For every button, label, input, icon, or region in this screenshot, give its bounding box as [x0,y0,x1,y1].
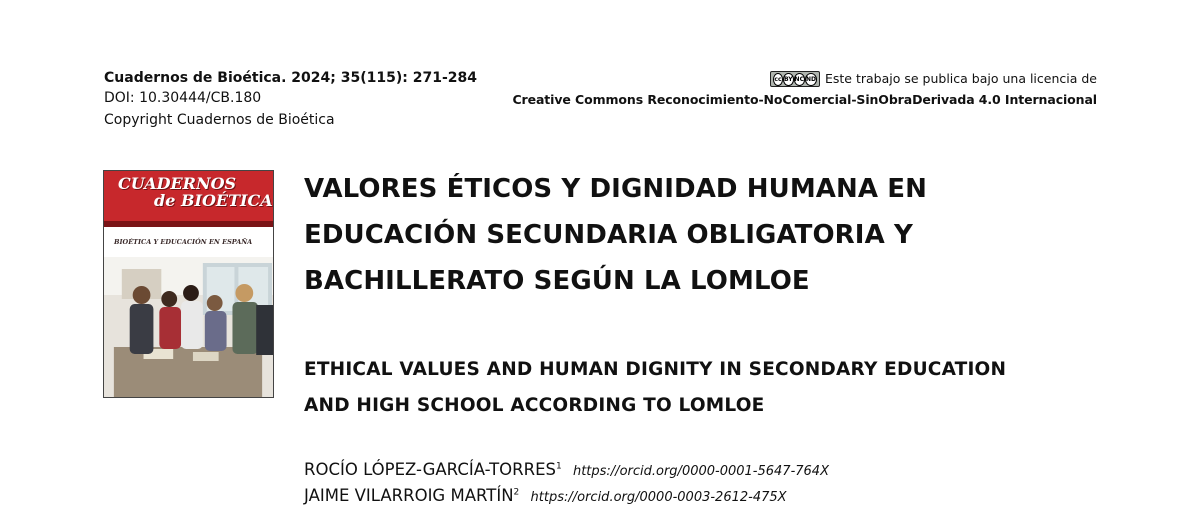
cover-logo-line1: CUADERNOS [118,174,237,193]
author-2-affiliation: 2 [513,487,520,498]
cc-icon: cc [773,73,783,86]
author-1 [304,459,829,483]
title-english: ETHICAL VALUES AND HUMAN DIGNITY IN SECONDARY EDUCATION AND HIGH SCHOOL ACCORDING TO LOMLOE [304,359,1007,416]
cover-strip [104,221,273,227]
author-2-name: JAIME VILARROIG MARTÍN [304,486,514,505]
cover-logo [118,175,273,209]
author-2 [304,485,787,509]
cover-photo [104,257,273,398]
journal-cover [103,170,274,398]
doi: DOI: 10.30444/CB.180 [104,90,262,106]
title-spanish: VALORES ÉTICOS Y DIGNIDAD HUMANA EN EDUCACIÓN SECUNDARIA OBLIGATORIA Y BACHILLERATO SEGÚN LA LOMLOE [304,174,927,296]
cover-logo-line2: de BIOÉTICA [154,191,273,210]
by-icon: BY [783,73,794,86]
nc-icon: NC [794,73,805,86]
license-notice [770,70,1097,88]
author-2-orcid-link[interactable]: https://orcid.org/0000-0003-2612-475X [530,490,787,505]
license-name: Creative Commons Reconocimiento-NoComercial-SinObraDerivada 4.0 Internacional [512,92,1097,107]
cover-theme: BIOÉTICA Y EDUCACIÓN EN ESPAÑA [114,238,253,246]
license-text: Este trabajo se publica bajo una licencia de [825,71,1097,86]
creative-commons-by-nc-nd-icon[interactable] [770,71,820,87]
nd-icon: ND [805,73,817,86]
author-1-name: ROCÍO LÓPEZ-GARCÍA-TORRES [304,460,556,479]
copyright: Copyright Cuadernos de Bioética [104,112,335,128]
journal-citation: Cuadernos de Bioética. 2024; 35(115): 271-284 [104,70,477,86]
author-1-orcid-link[interactable]: https://orcid.org/0000-0001-5647-764X [572,464,829,479]
author-1-affiliation: 1 [555,461,562,472]
